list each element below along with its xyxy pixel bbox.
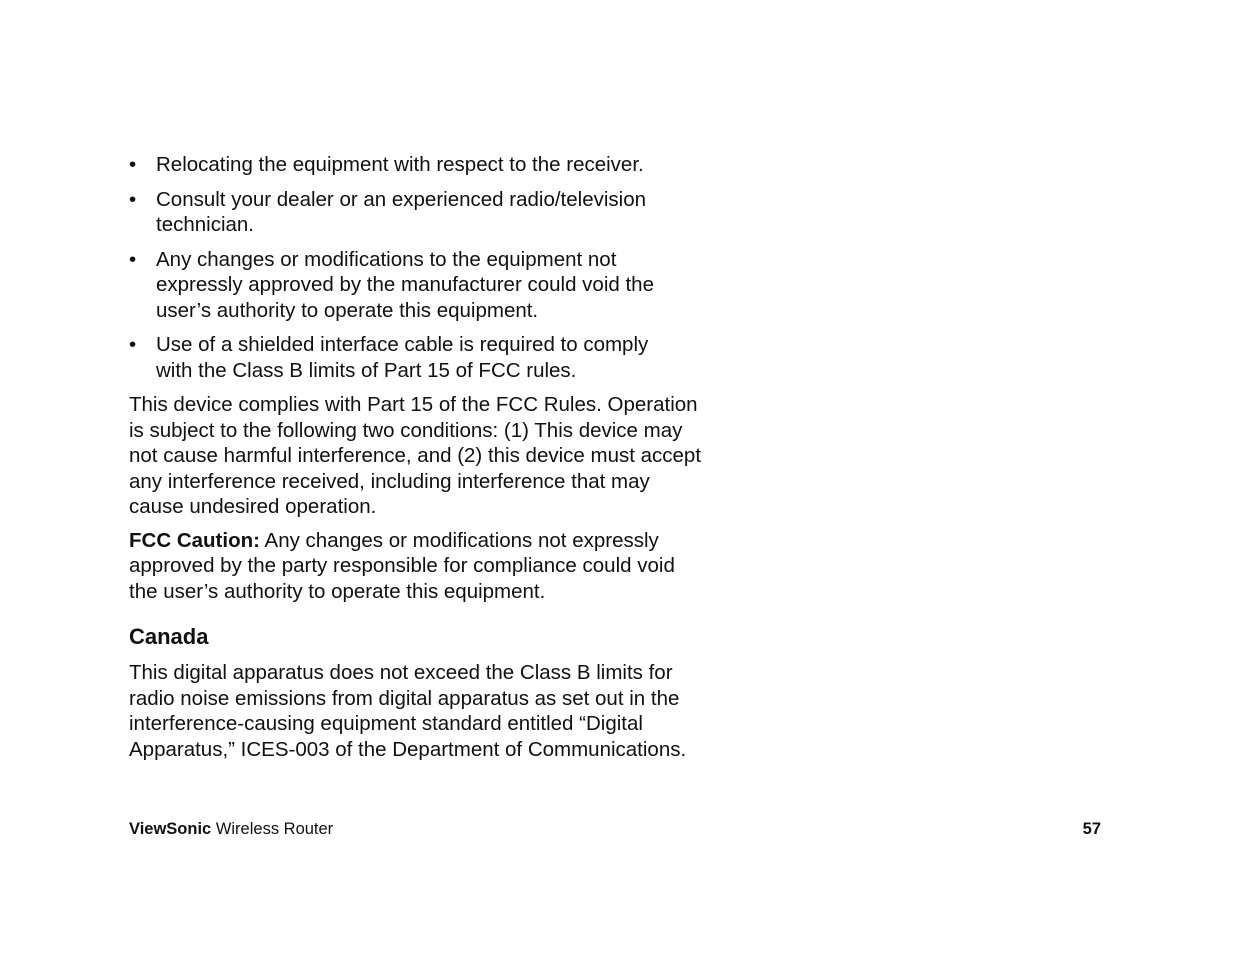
page-number: 57 bbox=[1082, 820, 1101, 838]
bullet-icon: • bbox=[129, 153, 137, 176]
footer-brand: ViewSonic bbox=[129, 820, 212, 838]
list-item bbox=[129, 152, 709, 178]
canada-paragraph: This digital apparatus does not exceed the Class B limits for radio noise emissions from digital apparatus as set out in the interference-causing equipment standard entitled “Digital Apparatus,” ICES-003 of the Department of Communications. bbox=[129, 661, 687, 761]
fcc-caution-text: Any changes or modifications not expressly approved by the party responsible for compliance could void the user’s authority to operate this equipment. bbox=[129, 528, 675, 603]
bullet-icon: • bbox=[129, 333, 137, 356]
bullet-icon: • bbox=[129, 247, 137, 271]
fcc-caution-label: FCC Caution: bbox=[129, 528, 260, 552]
recommendations-list bbox=[129, 152, 709, 383]
list-item bbox=[129, 332, 681, 383]
list-item bbox=[129, 187, 709, 238]
bullet-icon: • bbox=[129, 187, 137, 211]
footer-product: Wireless Router bbox=[211, 820, 334, 838]
section-heading-canada: Canada bbox=[129, 624, 209, 649]
compliance-paragraph: This device complies with Part 15 of the FCC Rules. Operation is subject to the following two conditions: (1) This device may not cause harmful interference, and (2) this device must accept any interference received, including interference that may cause undesired operation. bbox=[129, 393, 702, 518]
fcc-caution-paragraph bbox=[129, 528, 709, 605]
page-footer bbox=[129, 819, 1101, 839]
list-item-text: Any changes or modifications to the equipment not expressly approved by the manufacturer could void the user’s authority to operate this equipment. bbox=[156, 247, 654, 322]
list-item-text: Use of a shielded interface cable is required to comply with the Class B limits of Part 15 of FCC rules. bbox=[156, 333, 649, 382]
list-item bbox=[129, 247, 681, 324]
list-item-text: Consult your dealer or an experienced radio/television technician. bbox=[156, 187, 647, 236]
page-content bbox=[129, 152, 709, 770]
list-item-text: Relocating the equipment with respect to the receiver. bbox=[156, 153, 644, 176]
